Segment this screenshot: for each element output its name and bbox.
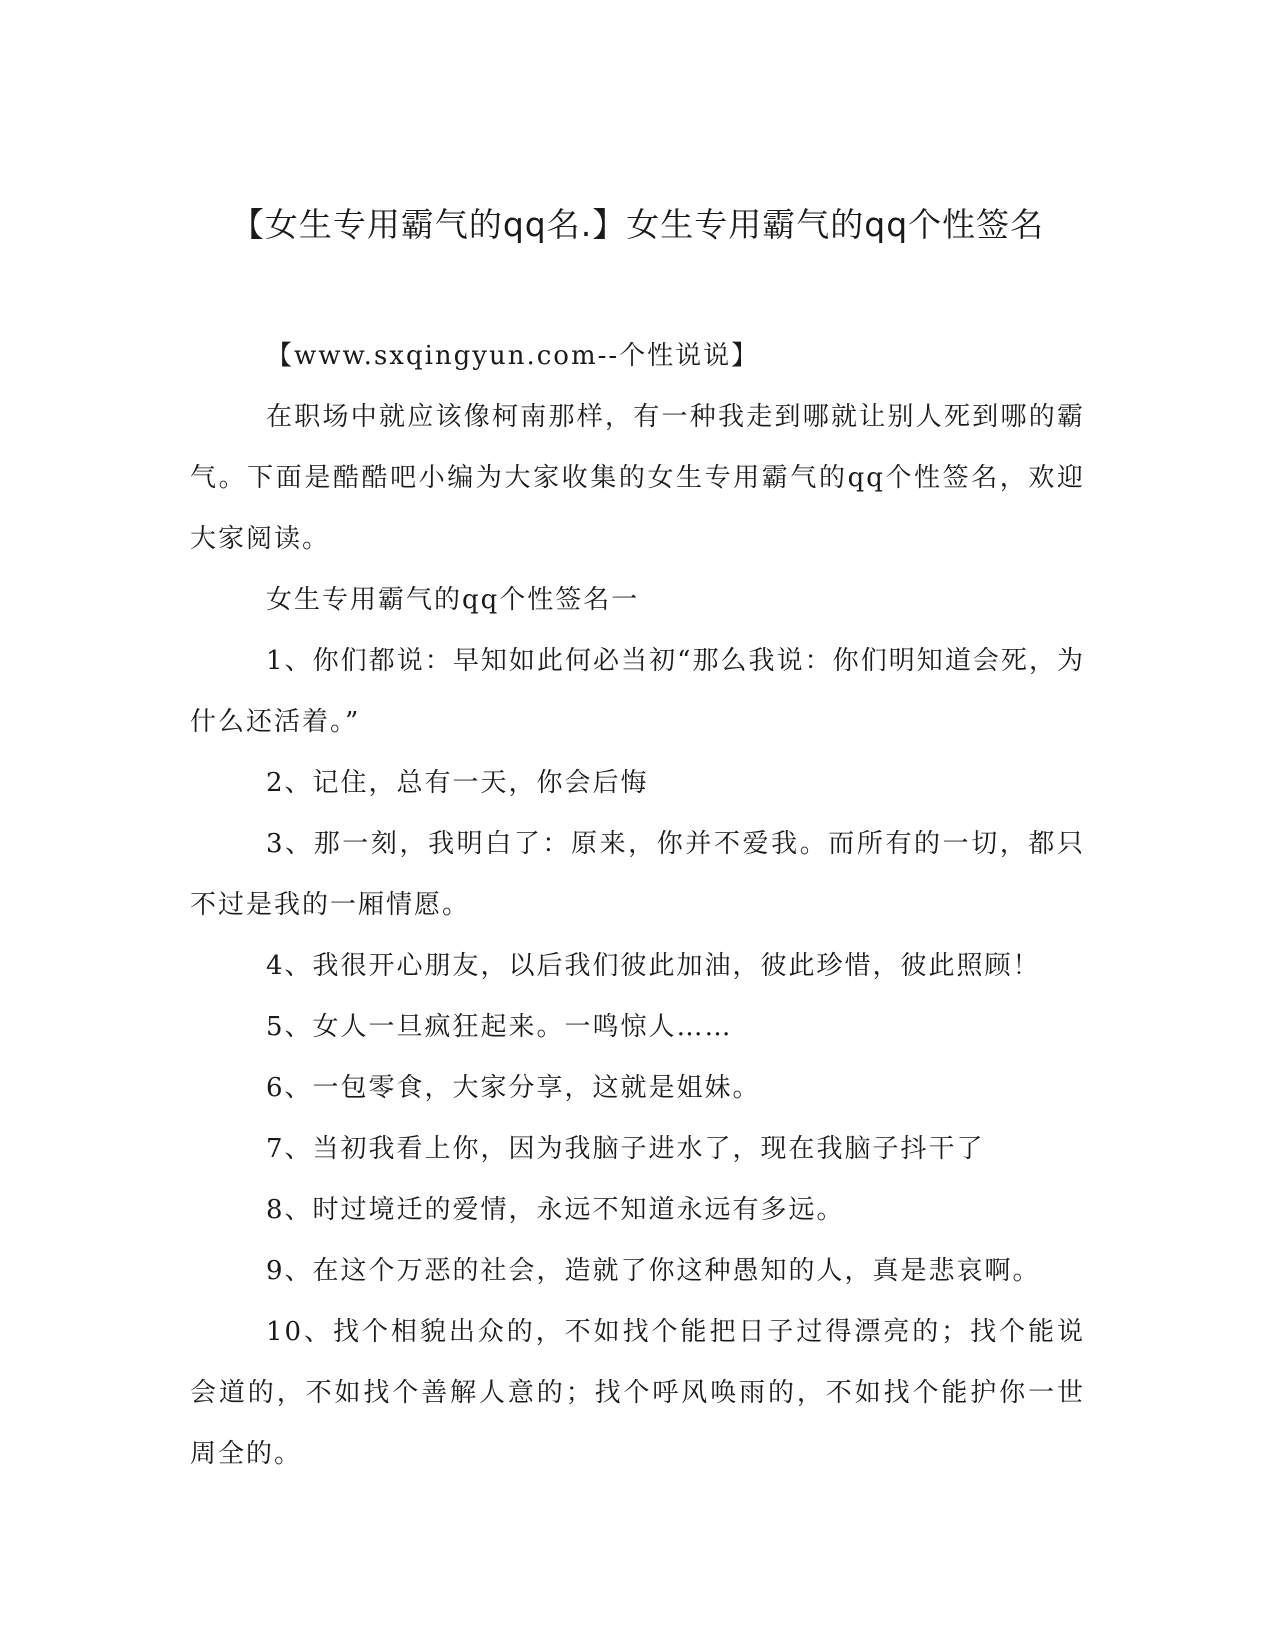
intro-paragraph: 在职场中就应该像柯南那样，有一种我走到哪就让别人死到哪的霸气。下面是酷酷吧小编为大家收集的女生专用霸气的qq个性签名，欢迎大家阅读。 bbox=[190, 402, 1085, 554]
source-line: 【www.sxqingyun.com--个性说说】 bbox=[266, 341, 760, 371]
list-item: 4、我很开心朋友，以后我们彼此加油，彼此珍惜，彼此照顾！ bbox=[266, 951, 1041, 981]
section-heading: 女生专用霸气的qq个性签名一 bbox=[266, 585, 640, 615]
list-item: 6、一包零食，大家分享，这就是姐妹。 bbox=[266, 1073, 761, 1103]
list-item: 3、那一刻，我明白了：原来，你并不爱我。而所有的一切，都只不过是我的一厢情愿。 bbox=[190, 829, 1085, 920]
document-body bbox=[190, 326, 1085, 1485]
list-item: 7、当初我看上你，因为我脑子进水了，现在我脑子抖干了 bbox=[266, 1134, 985, 1164]
list-item: 8、时过境迁的爱情，永远不知道永远有多远。 bbox=[266, 1195, 845, 1225]
list-item: 9、在这个万恶的社会，造就了你这种愚知的人，真是悲哀啊。 bbox=[266, 1256, 1041, 1286]
list-item: 5、女人一旦疯狂起来。一鸣惊人…… bbox=[266, 1012, 733, 1042]
list-item: 10、找个相貌出众的，不如找个能把日子过得漂亮的；找个能说会道的，不如找个善解人意的；找个呼风唤雨的，不如找个能护你一世周全的。 bbox=[190, 1317, 1085, 1469]
document-title: 【女生专用霸气的qq名.】女生专用霸气的qq个性签名 bbox=[230, 205, 1045, 244]
list-item: 1、你们都说：早知如此何必当初“那么我说：你们明知道会死，为什么还活着。” bbox=[190, 646, 1085, 737]
list-item: 2、记住，总有一天，你会后悔 bbox=[266, 768, 649, 798]
